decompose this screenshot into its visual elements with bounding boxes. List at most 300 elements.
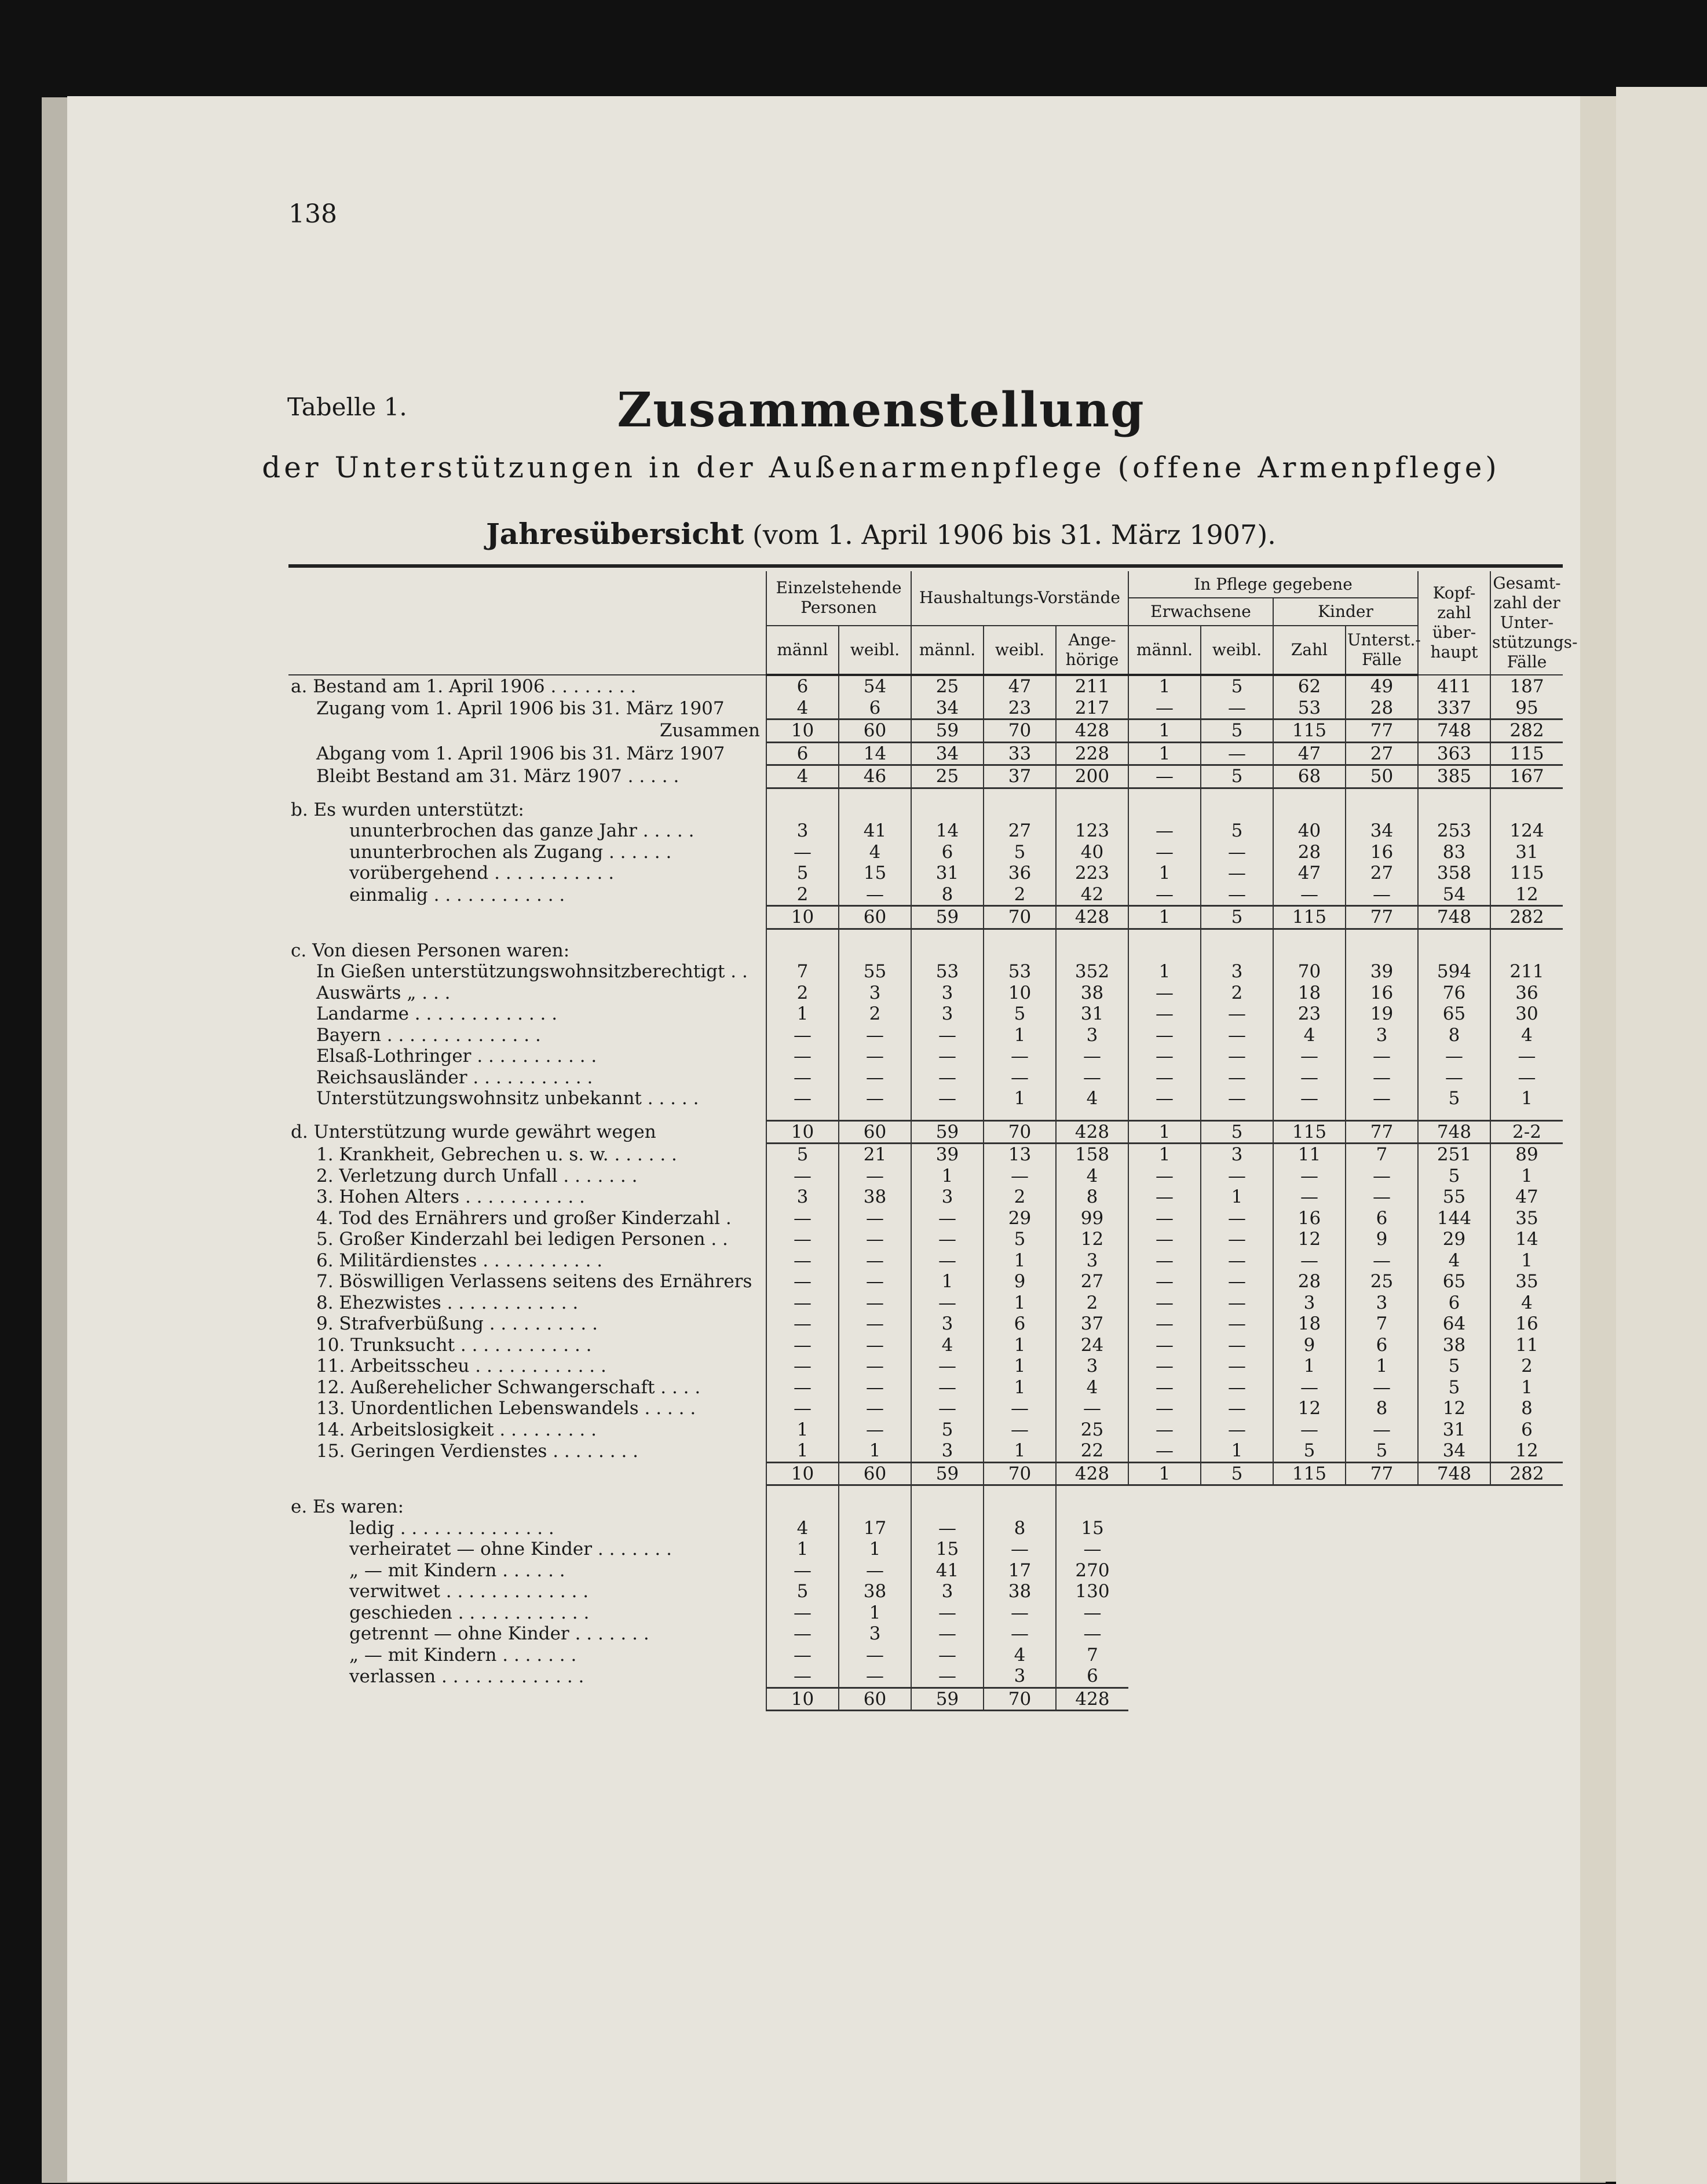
table-cell: — [766,1377,839,1398]
table-cell: 3 [1056,1025,1128,1046]
table-cell: 5 [984,842,1056,863]
table-cell: 5 [1418,1356,1490,1377]
spacer-cell [288,929,766,940]
table-row [288,906,1563,929]
table-cell: 13 [984,1144,1056,1166]
table-cell: 5 [1201,1120,1273,1144]
table-cell: — [1201,1067,1273,1089]
table-cell: 60 [839,1688,911,1711]
table-cell: — [911,1046,984,1067]
table-cell: — [1128,884,1201,906]
table-cell: 12 [1418,1398,1490,1419]
table-row [288,1398,1563,1419]
table-cell: 5 [1201,765,1273,788]
table-row [288,1229,1563,1250]
table-cell: — [1201,697,1273,720]
table-row [288,742,1563,765]
table-cell: 9 [1346,1229,1418,1250]
table-cell: 1 [984,1440,1056,1462]
table-cell: 14 [839,742,911,765]
table-cell: 411 [1418,675,1490,697]
table-cell: 2 [839,1003,911,1025]
table-cell: 10 [766,720,839,743]
col-kinder-zahl: Zahl [1273,626,1346,675]
spacer-cell [839,788,911,799]
table-cell: — [839,1419,911,1441]
table-cell: — [1418,1046,1490,1067]
spacer-cell [984,1485,1056,1497]
table-cell: 1 [1273,1356,1346,1377]
table-cell [1128,1496,1201,1518]
table-cell: 428 [1056,720,1128,743]
spacer-cell [1201,1485,1273,1497]
table-cell: 7 [1346,1144,1418,1166]
row-label: 12. Außerehelicher Schwangerschaft . . . . [316,1376,701,1398]
table-cell: — [1201,1166,1273,1187]
table-row [288,1688,1563,1711]
table-cell: 282 [1490,906,1563,929]
table-row [288,1003,1563,1025]
table-cell: — [911,1398,984,1419]
table-cell: 5 [1273,1440,1346,1462]
table-cell: 1 [984,1292,1056,1314]
table-cell: 5 [1201,820,1273,842]
table-cell: 1 [839,1602,911,1624]
row-label: Unterstützungswohnsitz unbekannt . . . . . [316,1088,699,1109]
row-label [288,906,766,929]
table-cell: 50 [1346,765,1418,788]
table-cell: 8 [1346,1398,1418,1419]
table-cell: 4 [1056,1377,1128,1398]
table-cell: 2 [1201,983,1273,1004]
table-cell [1346,1602,1418,1624]
table-cell: — [1201,1356,1273,1377]
table-cell: 3 [1056,1356,1128,1377]
table-cell [839,940,911,962]
spacer-cell [911,929,984,940]
table-cell: — [1128,1440,1201,1462]
table-cell: — [911,1292,984,1314]
table-cell: 3 [911,1003,984,1025]
table-cell: 1 [1128,742,1201,765]
page-title: Zusammenstellung [617,382,1145,438]
table-cell: 5 [984,1229,1056,1250]
table-cell: 1 [984,1335,1056,1356]
row-label: 13. Unordentlichen Lebenswandels . . . . . [316,1398,696,1419]
table-cell: 8 [1418,1025,1490,1046]
table-cell: — [1128,983,1201,1004]
table-cell: 49 [1346,675,1418,697]
row-label: b. Es wurden unterstützt: [291,799,524,820]
table-cell: 37 [984,765,1056,788]
table-cell: 2 [1490,1356,1563,1377]
table-cell [766,940,839,962]
table-cell: — [1273,1067,1346,1089]
table-cell: 1 [839,1539,911,1560]
table-cell: 144 [1418,1208,1490,1229]
spacer-cell [911,1485,984,1497]
table-cell [1418,1560,1490,1582]
spacer-cell [1418,1109,1490,1121]
table-cell: 42 [1056,884,1128,906]
table-cell: — [1128,697,1201,720]
book-page [67,96,1591,2182]
table-cell: — [1128,1356,1201,1377]
col-kopf: Kopf-zahl über-haupt [1418,571,1490,675]
table-cell: — [1201,1088,1273,1109]
table-cell: 1 [766,1440,839,1462]
table-cell: — [1490,1046,1563,1067]
table-cell: — [1418,1067,1490,1089]
table-cell: 3 [911,983,984,1004]
table-row [288,1335,1563,1356]
table-cell: 38 [1056,983,1128,1004]
table-cell [1490,1688,1563,1711]
table-cell: — [839,1025,911,1046]
table-cell: 3 [839,1623,911,1645]
row-label: Bleibt Bestand am 31. März 1907 . . . . . [316,766,679,787]
table-cell: — [1490,1067,1563,1089]
table-cell: 37 [1056,1313,1128,1335]
table-cell: 1 [766,1003,839,1025]
table-cell: — [1346,1377,1418,1398]
col-einzel: Einzelstehende Personen [766,571,911,626]
table-cell [1490,799,1563,821]
table-cell: — [839,884,911,906]
table-cell [1346,1496,1418,1518]
table-cell: 53 [1273,697,1346,720]
table-cell [1128,940,1201,962]
table-cell: 4 [766,1518,839,1539]
row-label: ununterbrochen das ganze Jahr . . . . . [349,820,695,842]
table-cell: 12 [1273,1229,1346,1250]
table-cell: — [1201,1046,1273,1067]
table-cell: 2 [766,884,839,906]
spacer-cell [1418,788,1490,799]
table-cell: 1 [911,1166,984,1187]
table-cell: — [839,1166,911,1187]
table-cell: 8 [984,1518,1056,1539]
table-cell: 29 [1418,1229,1490,1250]
table-cell: 38 [984,1581,1056,1602]
table-cell: 55 [839,961,911,983]
spacer-cell [1346,929,1418,940]
table-cell: — [1128,1046,1201,1067]
table-cell: — [766,842,839,863]
col-haus: Haushaltungs-Vorstände [911,571,1128,626]
table-cell: 15 [1056,1518,1128,1539]
table-cell: — [1128,765,1201,788]
book-gutter [1580,96,1616,2182]
table-cell: 428 [1056,1688,1128,1711]
table-cell [1128,799,1201,821]
table-cell [1273,1688,1346,1711]
label-header [288,571,766,675]
table-cell [1201,1560,1273,1582]
table-cell: — [1273,1186,1346,1208]
row-label: 4. Tod des Ernährers und großer Kinderzahl . [316,1207,732,1229]
table-cell: 4 [1418,1250,1490,1272]
table-cell: — [839,1356,911,1377]
table-cell: 34 [911,697,984,720]
row-label: 3. Hohen Alters . . . . . . . . . . . [316,1186,585,1208]
table-cell: 54 [839,675,911,697]
table-cell: 34 [1418,1440,1490,1462]
table-cell: 3 [911,1313,984,1335]
table-cell: 46 [839,765,911,788]
table-cell: — [1128,1166,1201,1187]
table-cell: 211 [1490,961,1563,983]
table-cell: — [766,1398,839,1419]
spacer-cell [1056,1485,1128,1497]
spacer-cell [1346,788,1418,799]
table-cell: — [1056,1539,1128,1560]
table-cell: 3 [839,983,911,1004]
table-cell [1128,1645,1201,1666]
table-cell: — [766,1645,839,1666]
table-cell [1201,1602,1273,1624]
spacer-cell [1490,1109,1563,1121]
table-cell [1201,1581,1273,1602]
table-cell: — [911,1088,984,1109]
table-cell: 3 [1056,1250,1128,1272]
table-cell [1418,1645,1490,1666]
table-cell [911,940,984,962]
table-cell [1490,1602,1563,1624]
row-label: Bayern . . . . . . . . . . . . . . [316,1024,541,1046]
spacer-cell [1128,1109,1201,1121]
table-cell: 11 [1273,1144,1346,1166]
table-cell: — [1128,1186,1201,1208]
table-cell: 31 [1056,1003,1128,1025]
spacer-cell [1201,788,1273,799]
table-cell: 77 [1346,1462,1418,1485]
table-cell: — [1273,1250,1346,1272]
table-cell: 15 [839,863,911,884]
table-cell: 4 [1056,1088,1128,1109]
table-cell: 167 [1490,765,1563,788]
table-cell [1346,1539,1418,1560]
table-cell: 8 [1056,1186,1128,1208]
table-cell: 3 [766,1186,839,1208]
spacer-cell [766,1485,839,1497]
table-row [288,863,1563,884]
table-cell: 123 [1056,820,1128,842]
table-cell: 7 [1056,1645,1128,1666]
table-cell: 6 [839,697,911,720]
table-cell [1490,1560,1563,1582]
table-cell: 59 [911,1120,984,1144]
table-cell: — [1128,1003,1201,1025]
table-cell: 31 [1418,1419,1490,1441]
table-cell: 5 [766,1144,839,1166]
table-cell: — [1273,1377,1346,1398]
page-number: 138 [288,199,337,229]
table-row [288,1046,1563,1067]
table-cell: — [839,1271,911,1292]
col-kinder-unterst: Unterst.-Fälle [1346,626,1418,675]
spacer-row [288,929,1563,940]
table-cell: 1 [1128,906,1201,929]
table-cell: — [1201,1025,1273,1046]
table-cell: — [1201,1003,1273,1025]
spacer-cell [1201,1109,1273,1121]
table-cell: 40 [1056,842,1128,863]
table-cell: 28 [1273,1271,1346,1292]
table-cell: — [1128,1067,1201,1089]
table-cell [1201,1518,1273,1539]
table-cell [1490,940,1563,962]
table-cell: 70 [1273,961,1346,983]
spacer-cell [766,788,839,799]
table-cell: — [766,1088,839,1109]
table-cell: — [766,1356,839,1377]
overview-bold: Jahresübersicht [486,517,744,551]
table-cell: — [839,1666,911,1688]
row-label: e. Es waren: [291,1496,404,1518]
table-cell: 14 [911,820,984,842]
table-cell [984,940,1056,962]
table-cell: 10 [766,1120,839,1144]
table-cell: 115 [1273,1120,1346,1144]
table-cell: 77 [1346,720,1418,743]
table-row [288,1539,1563,1560]
table-cell [1128,1602,1201,1624]
table-cell: 70 [984,720,1056,743]
table-cell: 5 [1201,675,1273,697]
spacer-cell [984,929,1056,940]
table-row [288,1560,1563,1582]
table-cell: 5 [1201,720,1273,743]
table-cell: 70 [984,1120,1056,1144]
table-cell: — [1056,1067,1128,1089]
table-cell: — [911,1666,984,1688]
table-cell: 6 [1490,1419,1563,1441]
spacer-cell [1346,1109,1418,1121]
table-cell: 16 [1273,1208,1346,1229]
table-cell: 1 [1128,1144,1201,1166]
table-cell: 16 [1490,1313,1563,1335]
table-cell: — [911,1645,984,1666]
page-subtitle: der Unterstützungen in der Außenarmenpflege (offene Armenpflege) [262,451,1500,484]
table-cell [1201,1623,1273,1645]
table-cell: — [911,1025,984,1046]
table-label: Tabelle 1. [287,393,407,421]
table-row [288,1292,1563,1314]
table-cell: 21 [839,1144,911,1166]
table-cell [1418,940,1490,962]
row-label: verwitwet . . . . . . . . . . . . . [349,1581,589,1602]
table-cell: 270 [1056,1560,1128,1582]
spacer-cell [911,1109,984,1121]
table-cell: 748 [1418,906,1490,929]
table-cell: — [984,1166,1056,1187]
table-cell: 3 [1346,1025,1418,1046]
table-cell: — [1056,1602,1128,1624]
table-cell: 6 [911,842,984,863]
table-cell: 10 [766,906,839,929]
table-cell: — [911,1377,984,1398]
table-cell: 15 [911,1539,984,1560]
table-cell: 27 [1346,742,1418,765]
table-cell: 1 [911,1271,984,1292]
table-cell: — [1201,742,1273,765]
table-cell: 358 [1418,863,1490,884]
spacer-cell [1273,1485,1346,1497]
table-cell: 12 [1056,1229,1128,1250]
row-label: ledig . . . . . . . . . . . . . . [349,1517,554,1539]
table-cell: — [1201,842,1273,863]
table-row [288,675,1563,697]
spacer-cell [984,788,1056,799]
table-row [288,1250,1563,1272]
table-cell: — [1128,1229,1201,1250]
table-cell: 5 [1201,906,1273,929]
row-label: 5. Großer Kinderzahl bei ledigen Personen . . [316,1229,728,1250]
table-cell [1273,1666,1346,1688]
table-row [288,940,1563,962]
table-cell: 187 [1490,675,1563,697]
table-cell: — [839,1208,911,1229]
table-cell: — [1273,1419,1346,1441]
spacer-cell [984,1109,1056,1121]
table-cell: 130 [1056,1581,1128,1602]
row-label: einmalig . . . . . . . . . . . . [349,884,565,905]
table-cell: 4 [984,1645,1056,1666]
col-gesamt: Gesamt-zahl der Unter-stützungs-Fälle [1490,571,1563,675]
table-cell: 47 [984,675,1056,697]
table-cell: 115 [1273,906,1346,929]
spacer-cell [1273,788,1346,799]
table-cell: 1 [1346,1356,1418,1377]
table-row [288,1440,1563,1462]
table-cell: 2-2 [1490,1120,1563,1144]
row-label: In Gießen unterstützungswohnsitzberechtigt . . [316,961,748,983]
row-label: 9. Strafverbüßung . . . . . . . . . . [316,1313,598,1335]
table-cell: — [984,1539,1056,1560]
table-cell: 1 [984,1356,1056,1377]
table-cell [1418,1539,1490,1560]
table-cell: — [984,1623,1056,1645]
table-row [288,720,1563,743]
table-cell: 428 [1056,906,1128,929]
table-cell: — [1346,1419,1418,1441]
table-cell: — [911,1208,984,1229]
table-row [288,1208,1563,1229]
table-cell: — [766,1208,839,1229]
table-row [288,765,1563,788]
table-cell: 200 [1056,765,1128,788]
spacer-cell [1201,929,1273,940]
table-cell [1490,1581,1563,1602]
row-label: d. Unterstützung wurde gewährt wegen [291,1121,656,1142]
table-cell: — [839,1377,911,1398]
table-cell: 10 [766,1462,839,1485]
table-cell: 6 [766,742,839,765]
table-cell: 428 [1056,1462,1128,1485]
row-label: Auswärts „ . . . [316,982,451,1003]
table-cell: — [911,1229,984,1250]
table-row [288,1666,1563,1688]
table-cell: 1 [1490,1377,1563,1398]
table-cell [984,1496,1056,1518]
table-row [288,1356,1563,1377]
table-cell: 4 [839,842,911,863]
table-cell: 31 [911,863,984,884]
table-cell: 16 [1346,842,1418,863]
table-cell: 1 [766,1539,839,1560]
table-cell: — [766,1602,839,1624]
